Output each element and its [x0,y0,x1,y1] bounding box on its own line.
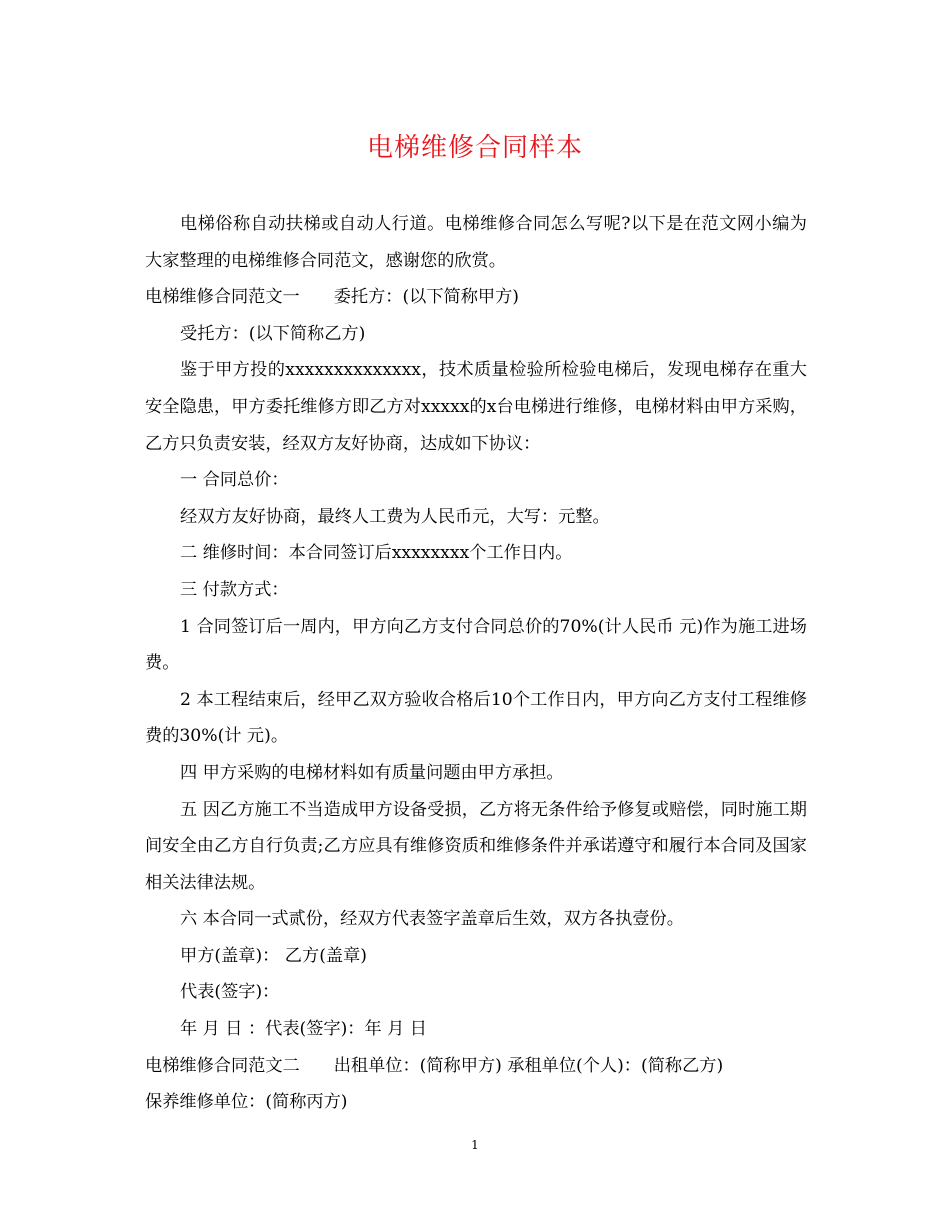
representative-line: 代表(签字)： [180,982,280,1003]
section2-line [145,1048,807,1085]
section2-parties: 出租单位：(简称甲方) 承租单位(个人)：(简称乙方) [333,1055,724,1076]
clause5: 五 因乙方施工不当造成甲方设备受损，乙方将无条件给予修复或赔偿，同时施工期间安全由乙方自行负责;乙方应具有维修资质和维修条件并承诺遵守和履行本合同及国家相关法律法规。 [145,799,807,893]
clause3-item1: 1 合同签订后一周内，甲方向乙方支付合同总价的70%(计人民币 元)作为施工进场费。 [145,616,807,674]
clause3-heading: 三 付款方式： [180,579,289,600]
clause1-text: 经双方友好协商，最终人工费为人民币元，大写：元整。 [180,506,610,527]
document-title: 电梯维修合同样本 [366,133,583,163]
clause6: 六 本合同一式贰份，经双方代表签字盖章后生效，双方各执壹份。 [180,909,684,930]
intro-paragraph: 电梯俗称自动扶梯或自动人行道。电梯维修合同怎么写呢?以下是在范文网小编为大家整理的电梯维修合同范文，感谢您的欣赏。 [145,214,807,271]
section2-heading: 电梯维修合同范文二 [145,1055,300,1076]
date-line: 年 月 日 ：代表(签字)：年 月 日 [180,1019,427,1040]
clause4: 四 甲方采购的电梯材料如有质量问题由甲方承担。 [180,762,564,783]
clause2: 二 维修时间：本合同签订后xxxxxxxx个工作日内。 [180,543,573,564]
document-body [145,206,807,1121]
section2-maintenance: 保养维修单位：(简称丙方) [145,1092,348,1113]
clause1-heading: 一 合同总价： [180,470,289,491]
client-party: 委托方：(以下简称甲方) [333,287,519,308]
contractor-party: 受托方：(以下简称乙方) [180,323,366,344]
whereas-paragraph: 鉴于甲方投的xxxxxxxxxxxxxx，技术质量检验所检验电梯后，发现电梯存在重大安全隐患，甲方委托维修方即乙方对xxxxx的x台电梯进行维修，电梯材料由甲方采购，乙方只负责安装，经双方友好协商，达成如下协议： [145,360,807,454]
section1-heading: 电梯维修合同范文一 [145,287,300,308]
section1-line [145,279,807,316]
page-number: 1 [471,1138,479,1152]
clause3-item2: 2 本工程结束后，经甲乙双方验收合格后10个工作日内，甲方向乙方支付工程维修费的30%(计 元)。 [145,689,807,747]
seal-line: 甲方(盖章)： 乙方(盖章) [180,945,367,966]
